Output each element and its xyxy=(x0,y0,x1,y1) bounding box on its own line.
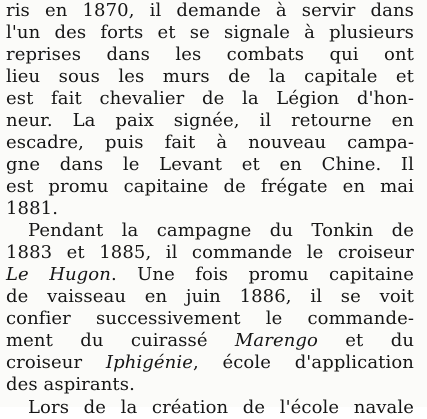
text-line: reprises dans les combats qui ont xyxy=(6,44,414,65)
text-line-cut-off: Lors de la création de l'école navale xyxy=(28,397,414,418)
text-line: gne dans le Levant et en Chine. Il xyxy=(6,154,414,175)
text-line: est promu capitaine de frégate en mai xyxy=(6,176,414,197)
ship-name: Marengo xyxy=(234,330,318,351)
line-text: , école d'application xyxy=(192,352,414,373)
text-line: de vaisseau en juin 1886, il se voit xyxy=(6,286,414,307)
text-line: confier successivement le commande- xyxy=(6,308,414,329)
text-line: l'un des forts et se signale à plusieurs xyxy=(6,22,414,43)
text-line xyxy=(6,352,414,374)
text-line: escadre, puis fait à nouveau campa- xyxy=(6,132,414,153)
text-line: est fait chevalier de la Légion d'hon- xyxy=(6,88,414,109)
text-line xyxy=(6,330,414,352)
ship-name: Iphigénie xyxy=(105,352,193,373)
line-text: . Une fois promu capitaine xyxy=(110,264,414,285)
ship-name: Le Hugon xyxy=(6,264,111,285)
line-text: et du xyxy=(317,330,415,351)
text-line: Pendant la campagne du Tonkin de xyxy=(28,220,414,241)
text-line: des aspirants. xyxy=(6,374,135,395)
text-line: ris en 1870, il demande à servir dans xyxy=(6,0,414,21)
line-text: croiseur xyxy=(6,352,106,373)
text-line: 1881. xyxy=(6,198,59,219)
line-text: ment du cuirassé xyxy=(6,330,235,351)
text-line: lieu sous les murs de la capitale et xyxy=(6,66,414,87)
text-line: neur. La paix signée, il retourne en xyxy=(6,110,414,131)
text-line: 1883 et 1885, il commande le croiseur xyxy=(6,242,414,263)
text-line xyxy=(6,264,414,286)
